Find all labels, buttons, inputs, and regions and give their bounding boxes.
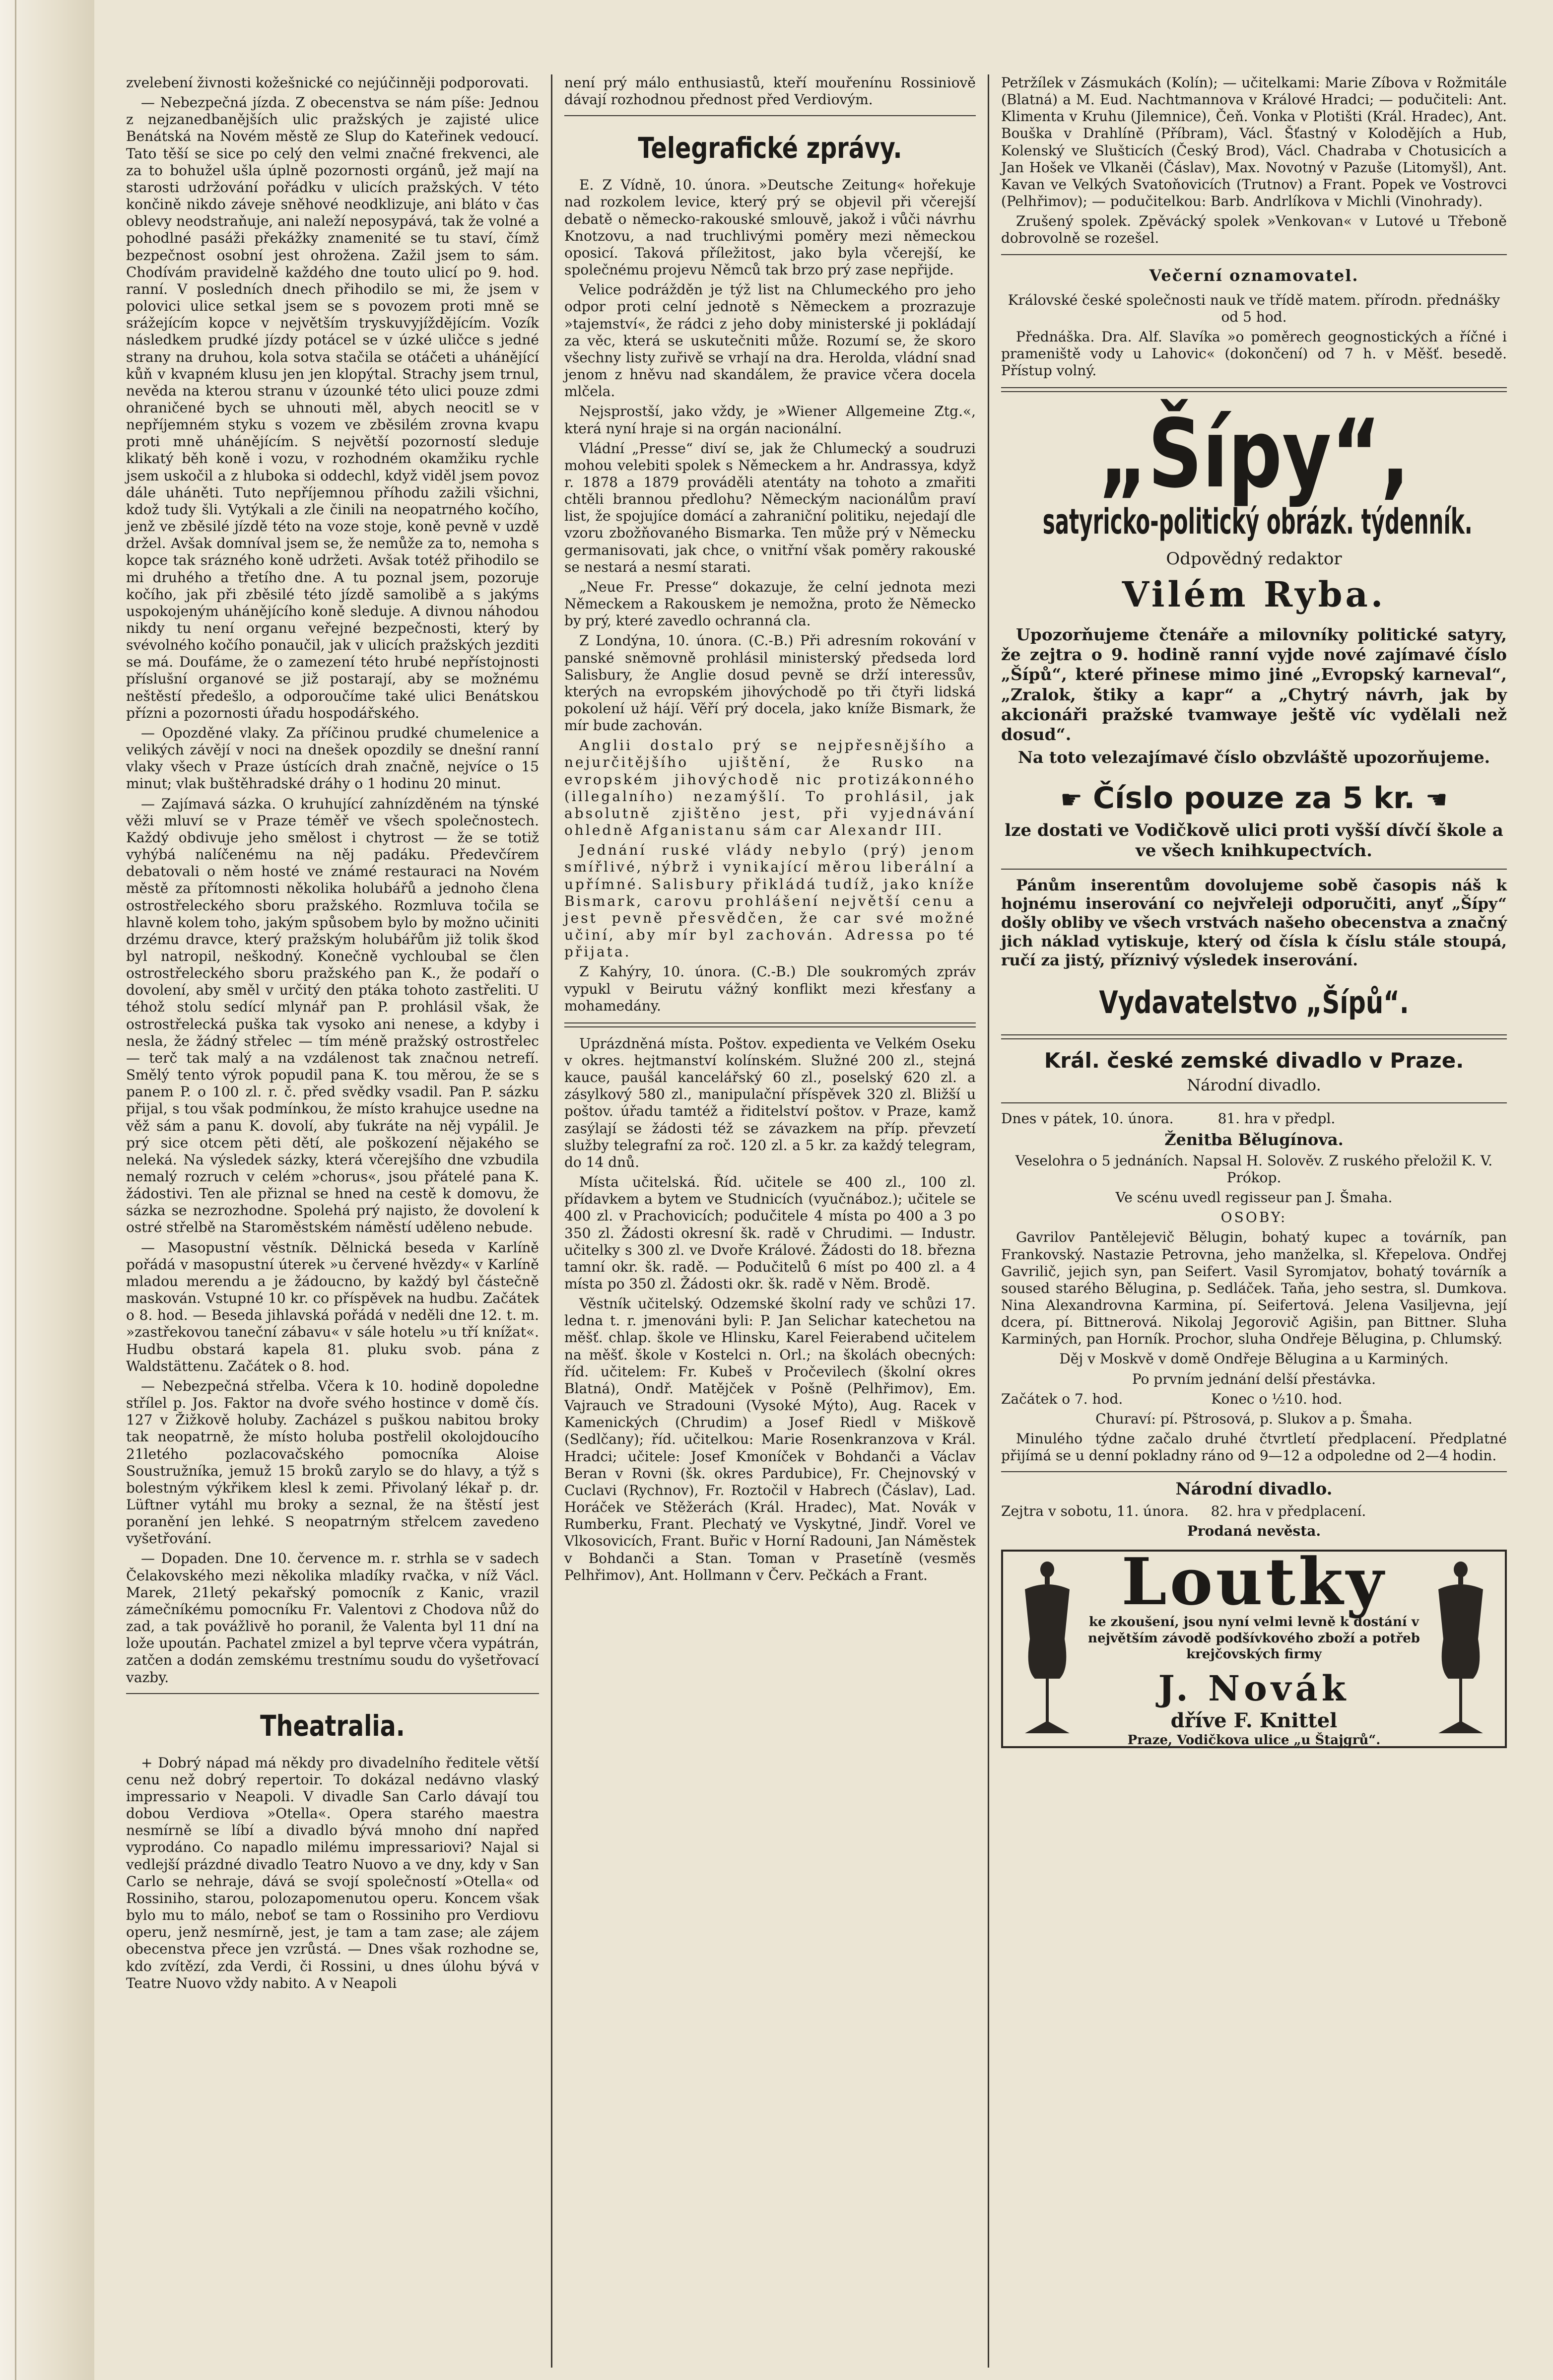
ad-text-block (1084, 1544, 1423, 1748)
next-play-title: Prodaná nevěsta. (1187, 1523, 1321, 1540)
evening-lecture: Přednáška. Dra. Alf. Slavíka »o poměrech geognostických a říčné i prameniště vody u Lahovic« (dokončení) od 7 h. v Měšť. besedě. Přístup volný. (1001, 328, 1507, 379)
theatre-heading: Král. české zemské divadlo v Praze. (1044, 1048, 1464, 1073)
divider (1001, 1034, 1507, 1039)
play-info: Veselohra o 5 jednáních. Napsal H. Solověv. Z ruského přeložil K. V. Prókop. (1015, 1152, 1493, 1186)
mannequin-icon (1423, 1560, 1498, 1738)
telegram-text: Jednání ruské vlády nebylo (prý) jenom smířlivé, nýbrž i vynikající měrou liberální a upřímné. Salisbury přikládá tudíž, jako kníže Bismark, carovu prohlášení největší cenu a jest pevně přesvědčen, že car své možné učiní, aby mír byl zachován. Adressa po té přijata. (564, 842, 976, 960)
teachers-bulletin: Věstník učitelský. Odzemské školní rady ve schůzi 17. ledna t. r. jmenováni byli: P. Jan Selichar katechetou na měšť. chlap. škole ve Hlinsku, Karel Feierabend učitelem na měšť. škole v Kostelci n. Orl.; na školách obecných: říd. učitelem: Fr. Kubeš v Pročevilech (školní okres Blatná), Ondř. Matějček v Pošně (Pelhřimov), Em. Vajrauch ve Stradouni (Vysoké Mýto), Aug. Racek v Kamenických (Chrudim) a Josef Riedl v Miškově (Sedlčany); říd. učitelkou: Marie Rosenkranzova v Král. Hradci; učitele: Josef Kmoníček v Bohdanči a Václav Beran v Rovni (šk. okres Pardubice), Fr. Chejnovský v Cuclavi (Rychnov), Fr. Roztočil v Habrech (Čáslav), Lad. Horáček ve Stěžerách (Král. Hradec), Mat. Novák v Rumberku, Frant. Plechatý ve Vyskytné, Jindř. Vorel ve Vlkosovicích, Frant. Buřic v Horní Radouni, Jan Náměstek v Bohdanči a Stan. Toman v Prasetíně (vesměs Pelhřimov), Ant. Hollmann v Červ. Pečkách a Frant. (564, 1295, 976, 1583)
pointing-hand-icon: ☛ (1060, 785, 1083, 814)
vacancies-teachers: Místa učitelská. Říd. učitele se 400 zl., 100 zl. přídavkem a bytem ve Studnicích (vyučnáboz.); učitele se 400 zl. v Prachovicích; podučitele 4 místa po 400 a 3 po 350 zl. Žádosti okresní šk. radě v Chrudimi. — Industr. učitelky s 300 zl. ve Dvoře Králové. Žádosti do 18. března tamní okr. šk. radě. — Podučitelů 6 míst po 400 zl. a 4 místa po 350 zl. Žádosti okr. šk. radě v Něm. Brodě. (564, 1174, 976, 1292)
vacancies-post: Uprázdněná místa. Poštov. expedienta ve Velkém Oseku v okres. hejtmanství kolínském. Služné 200 zl., stejná kauce, paušál kancelářský 60 zl., poselský 620 zl. a zásylkový 580 zl., manipulační příspěvek 320 zl. Bližší u poštov. úřadu tamtéž a řiditelství poštov. v Praze, kamž zasýlají se žádosti též se závazkem na příp. převzetí služby telegrafní za roč. 120 zl. a 5 kr. za každý telegram, do 14 dnů. (564, 1035, 976, 1170)
ad-firm-name: J. Novák (1158, 1667, 1350, 1709)
telegram-text: Nejsprostší, jako vždy, je »Wiener Allgemeine Ztg.«, která nyní hraje si na orgán nacionální. (564, 403, 976, 437)
ad-former-name: dříve F. Knittel (1170, 1708, 1338, 1732)
column-1 (114, 74, 551, 2368)
columns (114, 74, 1533, 2368)
ad-description: ke zkoušení, jsou nyní velmi levně k dostání v největším závodě podšívkového zboží a potřeb krejčovských firmy (1088, 1615, 1420, 1662)
telegram-text: „Neue Fr. Presse“ dokazuje, že celní jednota mezi Německem a Rakouskem je nemožna, proto že Německo by prý, které zavedlo ochranná cla. (564, 578, 976, 629)
page-binding-edge (0, 0, 94, 2380)
article-masopustni-vestnik: — Masopustní věstník. Dělnická beseda v Karlíně pořádá v masopustní úterek »u červené hvězdy« v Karlíně mladou merendu a je žádoucno, by každý byl částečně maskován. Vstupné 10 kr. co příspěvek na hudbu. Začátek o 8. hod. — Beseda jihlavská pořádá v neděli dne 12. t. m. »zastřekovou taneční zábavu« v sále hotelu »u tří knížat«. Hudbu obstará kapela 81. pluku svob. pána z Waldstättenu. Začátek o 8. hod. (126, 1239, 539, 1374)
advertisers-notice: Pánům inserentům dovolujeme sobě časopis náš k hojnému inserování co nejvřeleji odporučiti, anyť „Šípy“ došly obliby ve všech vrstvách našeho obecenstva a značný jich náklad vytiskuje, který od čísla k číslu stále stoupá, ručí za jistý, příznivý výsledek inserování. (1001, 876, 1507, 969)
publisher-name: Vydavatelstvo „Šípů“. (1099, 984, 1409, 1020)
article-nebezpecna-strelba: — Nebezpečná střelba. Včera k 10. hodině dopoledne střílel p. Jos. Faktor na dvoře svého hostince v domě čís. 127 v Žižkově holuby. Zacházel s puškou nabitou broky tak neopatrně, že místo holuba postřelil okolojdoucího 21letého pozlacovačského pomocníka Aloise Soustružníka, jemuž 15 broků zarylo se do hlavy, a týž s bolestným výkřikem klesl k zemi. Přivolaný lékař p. dr. Lüftner vytáhl mu broky a seznal, že na štěstí jest poranění jen lehké. S neopatrným střelcem zavedeno vyšetřování. (126, 1377, 539, 1547)
loutky-advertisement (1001, 1544, 1507, 1748)
telegram-london: Z Londýna, 10. února. (C.-B.) Při adresním rokování v panské sněmovně prohlásil ministerský předseda lord Salisbury, že Anglie dosud pevně se drží interessův, kterých na evropském jihovýchodě po tři čtyři lidská pokolení už hájí. Věří prý docela, jako kníže Bismark, že mír bude zachován. (564, 632, 976, 734)
section-heading-telegraph: Telegrafické zprávy. (638, 131, 902, 165)
cast-heading: OSOBY: (1220, 1209, 1287, 1226)
article-zajimava-sazka: — Zajímavá sázka. O kruhující zahnízděném na týnské věži mluví se v Praze téměř ve všech společnostech. Každý obdivuje jeho smělost i chytrost — že se totiž vyhýbá nalíčenému na něj padáku. Předevčírem debatovali o něm hosté ve známé restauraci na Novém městě za přítomnosti několika holubářů a jednoho člena ostrostřeleckého sboru pražského. Rozmluva točila se hlavně kolem toho, jakým spůsobem bylo by možno učiniti drzému dravce, který pražským holubářům již tolik škod byl natropil, neškodný. Konečně vychloubal se člen ostrostřeleckého sboru pražského pan K., že podaří o dovolení, aby směl v určitý den ptáka tohoto zastřeliti. U téhož stolu sedící mlynář pan P. prohlásil však, že ostrostřelecká puška tak vysoko ani nenese, a kdyby i nesla, že žádný střelec — tím méně pražský ostrostřelec — terč tak malý a na vzdálenost tak značnou netrefí. Smělý tento výrok popudil pana K. tou měrou, že se s panem P. o 100 zl. r. č. před svědky vsadil. Pan P. sázku přijal, s tou však podmínkou, že místo krahujce usedne na věž sám a panu K. dovolí, aby ťukráte na něj vypálil. Je prý sice otcem pěti dětí, ale poškození nějakého se neleká. Na výsledek sázky, která včerejšího dne vzbudila nemalý rozruch v celém »chorus«, jsou přátelé pana K. žádostivi. Ten ale přiznal se hned na cestě k domovu, že sázka se nezrozhodne. Spolehá prý najisto, že dovolení k ostré střelbě na Staroměstském náměstí uděleno nebude. (126, 795, 539, 1236)
article-theatralia: + Dobrý nápad má někdy pro divadelního ředitele větší cenu než dobrý repertoir. To dokázal nedávno vlaský impressario v Neapoli. V divadle San Carlo dávají tou dobou Verdiova »Otella«. Opera starého maestra nesmírně se líbí a divadlo bývá mnoho dní napřed vyprodáno. Co napadlo milému impressariovi? Najal si vedlejší prázdné divadlo Teatro Nuovo a ve dny, kdy v San Carlo se nehraje, dává se svojí společností »Otella« od Rossiniho, starou, polozapomenutou operu. Koncem však bylo mu to málo, neboť se tam o Rossiniho pro Verdiovu operu, jenž nesmírně, jest, je tam a tam zase; ale zájem obecenstva přece jen vzrůstá. — Dnes však rozhodne se, kdo zvítězí, zda Verdi, či Rossini, u dnes úlohu bývá v Teatre Nuovo vždy nabito. A v Neapoli (126, 1754, 539, 1991)
divider (564, 115, 976, 116)
article-text: není prý málo enthusiastů, kteří mouřenínu Rossiniově dávají rozhodnou přednost před Verdiovým. (564, 74, 976, 108)
pointing-hand-icon: ☚ (1425, 785, 1448, 814)
price-sub: lze dostati ve Vodičkově ulici proti vyšší dívčí škole a ve všech knihkupectvích. (1005, 820, 1503, 861)
column-2 (551, 74, 988, 2368)
national-theatre-heading: Národní divadlo. (1175, 1479, 1333, 1499)
next-performance-date: Zejtra v sobotu, 11. února. 82. hra v předplacení. (1001, 1502, 1366, 1519)
intermission-note: Po prvním jednání delší přestávka. (1132, 1370, 1376, 1387)
price-text: Číslo pouze za 5 kr. (1092, 780, 1416, 816)
editor-label: Odpovědný redaktor (1166, 549, 1342, 569)
divider (564, 1022, 976, 1027)
divider (1001, 1102, 1507, 1103)
divider (1001, 387, 1507, 392)
divider (126, 1693, 539, 1694)
performance-date: Dnes v pátek, 10. února. 81. hra v předpl. (1001, 1110, 1336, 1127)
teachers-bulletin-cont: Petržílek v Zásmukách (Kolín); — učitelkami: Marie Zíbova v Rožmitále (Blatná) a M. Eud. Nachtmannova v Králové Hradci; — podučiteli: Ant. Klimenta v Kruhu (Jilemnice), Čeň. Vonka v Plotišti (Král. Hradec), Ant. Bouška v Drahlíně (Příbram), Václ. Šťastný v Kolodějích a Hub, Kolenský ve Slušticích (Český Brod), Václ. Chadraba v Chotusicích a Jan Hošek ve Vlkaněi (Čáslav), Max. Novotný v Pazuše (Litomyšl), Ant. Kavan ve Velkých Svatoňovicích (Trutnov) a Frant. Popek ve Vostrovci (Pelhřimov); — podučitelkou: Barb. Andrlíkova v Michli (Vinohrady). (1001, 74, 1507, 210)
ad-title: Loutky (1121, 1544, 1387, 1620)
play-title: Ženitba Bělugínova. (1164, 1130, 1344, 1149)
article-nebezpecna-jizda: — Nebezpečná jízda. Z obecenstva se nám píše: Jednou z nejzanedbanějších ulic pražských je zajisté ulice Benátská na Novém městě ze Slup do Kateřinek vedoucí. Tato těší se sice po celý den velmi značné frekvenci, ale za to bohužel ušla úplně pozornosti orgánů, jež mají na starosti udržování pořádku v ulicích pražských. V této končině nikdo záveje sněhové neodklizuje, ani bláto v čas oblevy neodstraňuje, ani naleží neposypává, tak že volné a pohodlné pasáži překážky znamenité se tu staví, čímž bezpečnost osobní jest ohrožena. Zažil jsem to sám. Chodívám pravidelně každého dne touto ulicí po 9. hod. ranní. V posledních dnech přihodilo se mi, že jsem v polovici ulice setkal jsem se s povozem proti mně se srážejícím kopce v největším tryskuvyjíždějícím. Vozík následkem prudké jízdy potácel se v úzké uličce s jedné strany na druhou, kola sotva stačila se otáčeti a uhánějící kůň v kvapném klusu jen jen klopýtal. Strachy jsem trnul, nevěda na kterou stranu v úzounké této ulici pouze zdmi ohraničené bych se uhnouti měl, abych neocitl se v nepříjemném styku s vozem ve zběsilém zrovna kvapu proti mně uhánějícím. S největší pozorností sleduje klikatý běh koně i vozu, v rozhodném okamžiku rychle jsem uskočil a z hluboka si oddechl, když viděl jsem povoz dále uháněti. Tuto nepříjemnou příhodu zažili všichni, kdož tudy šli. Vytýkali a zle činili na neopatrného kočího, jenž ve zběsilé jízdě této na voze stoje, koně pevně v uzdě držel. Avšak domníval jsem se, že nemůže za to, nemoha s kopce tak srázného koně udržeti. Avšak totéž přihodilo se mi druhého a třetího dne. A tu poznal jsem, pozoruje kočího, jak při zběsilé této jízdě samolibě a s jakýms uspokojeným uhánějícího koně sleduje. A divnou náhodou nikdy tu není organu veřejné bezpečnosti, který by svévolného kočího ponaučil, jak v ulicích pražských jezditi se má. Doufáme, že o zamezení této hrubé nepřístojnosti příslušní organové se již postarají, aby se možnému neštěstí předešlo, a odporoučíme také ulici Benátskou přízni a pozornosti úřadu hospodářského. (126, 94, 539, 721)
sick-list: Churaví: pí. Pštrosová, p. Slukov a p. Šmaha. (1095, 1410, 1413, 1427)
sipy-masthead-title: „Šípy“, (1098, 399, 1410, 509)
section-heading-theatralia: Theatralia. (260, 1708, 405, 1743)
article-opozdene-vlaky: — Opozděné vlaky. Za příčinou prudké chumelenice a velikých závějí v noci na dnešek opozdily se dnešní ranní vlaky všech v Praze ústících drah značně, nejvíce o 15 minut; vlak buštěhradské dráhy o 1 hodinu 20 minut. (126, 724, 539, 792)
price-line (1001, 781, 1507, 816)
play-setting: Děj v Moskvě v domě Ondřeje Bělugina a u Karminých. (1059, 1351, 1449, 1367)
divider (1001, 254, 1507, 255)
cast-list: Gavrilov Pantělejevič Bělugin, bohatý kupec a továrník, pan Frankovský. Nastazie Petrovna, jeho manželka, sl. Křepelova. Ondřej Gavrilič, jejich syn, pan Seifert. Vasil Syromjatov, bohatý továrník a soused starého Bělugina, p. Sedláček. Taňa, jeho sestra, sl. Dumkova. Nina Alexandrovna Karmina, pí. Seifertová. Jelena Vasiljevna, její dcera, pí. Bittnerová. Nikolaj Jegorovič Agišin, pan Bittner. Sluha Karminých, pan Horník. Prochor, sluha Ondřeje Bělugina, p. Chlumský. (1001, 1229, 1507, 1348)
telegram-text: Vládní „Presse“ diví se, jak že Chlumecký a soudruzi mohou velebiti spolek s Německem a hr. Andrassya, když r. 1878 a 1879 prováděli atentáty na tohoto a zmařiti chtěli brannou předlohu? Německým nacionálům praví list, že spojujíce domácí a zahraniční politiku, nejedají dle vzoru zbožňovaného Bismarka. Ten může prý v Německu germanisovati, jak chce, o vnitřní však poměry rakouské se nestará a nesmí starati. (564, 440, 976, 575)
telegram-vienna: E. Z Vídně, 10. února. »Deutsche Zeitung« hořekuje nad rozkolem levice, který prý se objevil při včerejší debatě o německo-rakouské smlouvě, jakož i vůči návrhu Knotzovu, a nad truchlivými poměry mezi německou oposicí. Taková příležitost, jako byla včerejší, ke společnému projevu Němců tak brzo prý zase nepřijde. (564, 177, 976, 278)
dissolved-society: Zrušený spolek. Zpěvácký spolek »Venkovan« v Lutové u Třeboně dobrovolně se rozešel. (1001, 213, 1507, 247)
divider (1001, 1471, 1507, 1472)
mannequin-icon (1010, 1560, 1084, 1738)
sipy-notice: Upozorňujeme čtenáře a milovníky politické satyry, že zejtra o 9. hodině ranní vyjde nové zajímavé číslo „Šípů“, které přinese mimo jiné „Evropský karneval“, „Zralok, štiky a kapr“ a „Chytrý návrh, jak by akcionáři pražské tvamwaye ještě víc vydělali než dosud“. (1001, 624, 1507, 745)
section-heading-evening: Večerní oznamovatel. (1149, 266, 1359, 285)
ad-address: Praze, Vodičkova ulice „u Štajgrů“. (1127, 1732, 1381, 1748)
theatre-subheading: Národní divadlo. (1187, 1075, 1321, 1094)
play-director: Ve scénu uvedl regisseur pan J. Šmaha. (1115, 1189, 1393, 1206)
editor-name: Vilém Ryba. (1122, 573, 1386, 615)
telegram-text: Velice podrážděn je týž list na Chlumeckého pro jeho odpor proti celní jednotě s Německem a prozrazuje »tajemství«, že rádci z jeho doby ministerské ji pokládají za věc, která se uskutečniti může. Rozumí se, že skoro všechny listy zuřivě se vrhají na dra. Herolda, vládní snad jenom z hněvu nad skandálem, že pravice včera docela mlčela. (564, 281, 976, 400)
evening-notice: Královské české společnosti nauk ve třídě matem. přírodn. přednášky od 5 hod. (1008, 291, 1500, 325)
subscription-notice: Minulého týdne začalo druhé čtvrtletí předplacení. Předplatné přijímá se u denní pokladny ráno od 9—12 a odpoledne od 2—4 hodin. (1001, 1430, 1507, 1464)
article-text: zvelebení živnosti kožešnické co nejúčinněji podporovati. (126, 74, 529, 91)
sipy-masthead-subtitle: satyricko-politický obrázk. týdenník. (1042, 501, 1473, 543)
divider (1001, 869, 1507, 870)
column-3 (988, 74, 1519, 2368)
telegram-text: Anglii dostalo prý se nejpřesnějšího a nejurčitějšího ujištění, že Rusko na evropském jihovýchodě nic protizákonného (illegalního) nezamýšlí. To prohlásil, jak absolutně zjištěno jest, při vyjednávání ohledně Afganistanu sám car Alexandr III. (564, 737, 976, 839)
telegram-cairo: Z Kahýry, 10. února. (C.-B.) Dle soukromých zpráv vypukl v Beirutu vážný konflikt mezi křesťany a mohamedány. (564, 963, 976, 1014)
article-dopaden: — Dopaden. Dne 10. července m. r. strhla se v sadech Čelakovského mezi několika mladíky rvačka, v níž Václ. Marek, 21letý pekařský pomocník z Kanic, vrazil zámečníkému pomocníku Fr. Valentovi z Chodova nůž do zad, a tak povážlivě ho poranil, že Valenta byl 11 dní na lože upoután. Pachatel zmizel a byl teprve včera vypátrán, zatčen a dodán zemskému trestnímu soudu do vyšetřovací vazby. (126, 1550, 539, 1686)
play-times: Začátek o 7. hod. Konec o ½10. hod. (1001, 1390, 1343, 1407)
sipy-notice-2: Na toto velezajímavé číslo obzvláště upozorňujeme. (1017, 748, 1490, 767)
